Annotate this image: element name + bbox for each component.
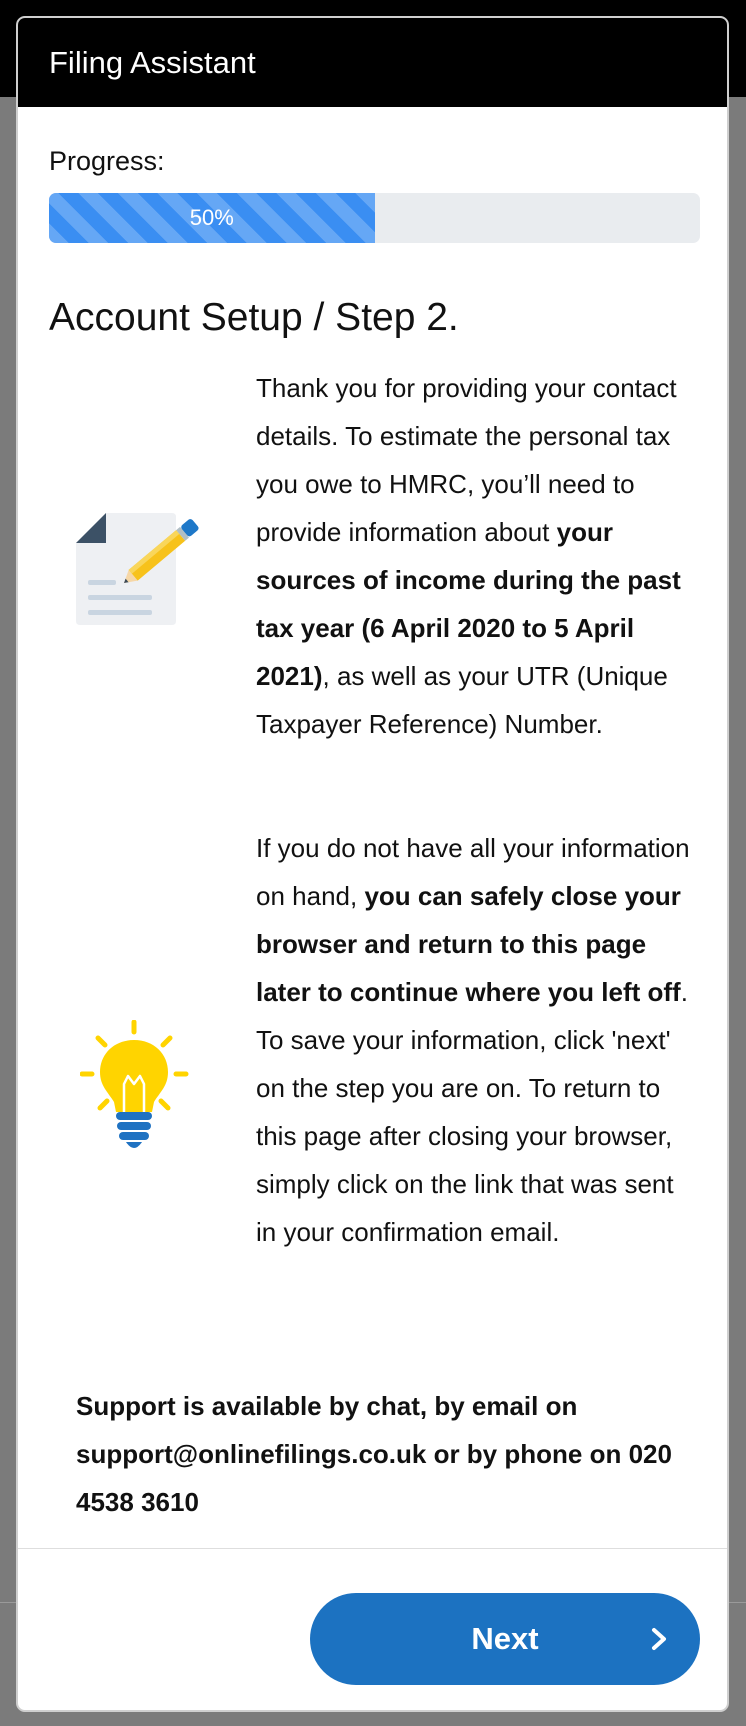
progress-label: Progress: <box>49 146 165 176</box>
intro-text-1: Thank you for providing your contact details. To estimate the personal tax you owe to HMRC, you’ll need to provide information about <box>256 373 677 547</box>
step-title: Account Setup / Step 2. <box>49 296 459 339</box>
save-info-emphasis: you can safely close your browser and return to this page later to continue where you left off <box>256 881 681 1007</box>
chevron-right-icon <box>648 1627 670 1651</box>
lightbulb-icon <box>80 1020 192 1150</box>
dialog-header <box>18 18 727 107</box>
progress-percent: 50% <box>189 205 234 230</box>
footer-divider <box>18 1548 727 1549</box>
intro-text-2: , as well as your UTR (Unique Taxpayer Reference) Number. <box>256 661 668 739</box>
save-info-text-2: . To save your information, click 'next' on the step you are on. To return to this page after closing your browser, simply click on the link that was sent in your confirmation email. <box>256 977 688 1247</box>
filing-assistant-dialog <box>16 16 729 1712</box>
document-pencil-icon <box>76 513 202 643</box>
next-button[interactable] <box>310 1593 700 1685</box>
intro-emphasis: your sources of income during the past tax year (6 April 2020 to 5 April 2021) <box>256 517 681 691</box>
support-info: Support is available by chat, by email on support@onlinefilings.co.uk or by phone on 020 4538 3610 <box>76 1391 672 1517</box>
dialog-title: Filing Assistant <box>49 44 256 80</box>
next-button-label: Next <box>471 1621 539 1656</box>
save-info-text-1: If you do not have all your information on hand, <box>256 833 690 911</box>
progress-bar <box>49 193 700 243</box>
progress-bar-fill <box>49 193 375 243</box>
save-info-paragraph <box>256 824 696 1256</box>
intro-paragraph <box>256 364 696 748</box>
